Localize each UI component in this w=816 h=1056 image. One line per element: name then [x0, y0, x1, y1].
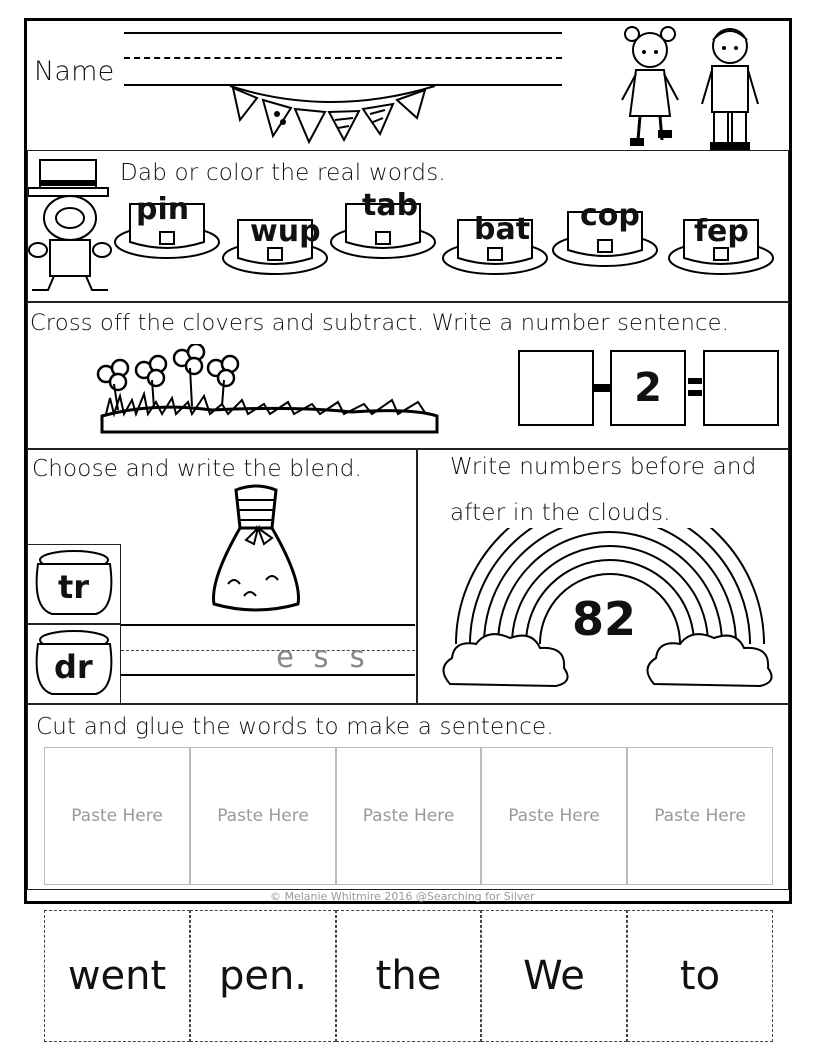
word-label: pin: [136, 192, 190, 227]
paste-box[interactable]: Paste Here: [190, 747, 336, 885]
cut-word-card[interactable]: the: [336, 910, 481, 1042]
word-label: cop: [580, 198, 640, 233]
sentence-instruction: Cut and glue the words to make a sentence.: [36, 714, 554, 740]
traced-letters: ess: [276, 640, 385, 675]
name-label: Name: [34, 56, 115, 87]
clovers-grass-illustration: [92, 344, 444, 440]
leprechaun-illustration: [28, 158, 118, 298]
given-number: 2: [634, 365, 662, 411]
equals-sign-top: [688, 378, 702, 384]
girl-illustration: [612, 20, 687, 152]
number-box-2: [610, 350, 686, 426]
cloud-before[interactable]: [436, 628, 576, 692]
boy-illustration: [696, 18, 766, 152]
bunting-banner: [225, 78, 440, 148]
word-label: fep: [694, 214, 749, 249]
cut-word-card[interactable]: pen.: [190, 910, 336, 1042]
cut-word-card[interactable]: went: [44, 910, 190, 1042]
word-label: wup: [250, 214, 321, 249]
paste-box[interactable]: Paste Here: [481, 747, 627, 885]
paste-box[interactable]: Paste Here: [44, 747, 190, 885]
real-words-instruction: Dab or color the real words.: [120, 160, 446, 186]
answer-box[interactable]: [703, 350, 779, 426]
copyright-footer: © Melanie Whitmire 2016 @Searching for Silver: [270, 890, 535, 903]
word-label: tab: [362, 188, 419, 223]
equals-sign-bottom: [688, 390, 702, 396]
numbers-instruction-line2: after in the clouds.: [450, 500, 671, 526]
cut-word-card[interactable]: We: [481, 910, 627, 1042]
center-number: 82: [572, 592, 637, 646]
number-box-1[interactable]: [518, 350, 594, 426]
blend-label-dr: dr: [54, 648, 93, 686]
dress-illustration: [208, 484, 304, 614]
paste-box[interactable]: Paste Here: [336, 747, 481, 885]
numbers-instruction-line1: Write numbers before and: [450, 454, 757, 480]
cloud-after[interactable]: [640, 628, 780, 692]
blend-label-tr: tr: [58, 568, 90, 606]
cut-word-card[interactable]: to: [627, 910, 773, 1042]
minus-sign: [594, 384, 610, 392]
paste-box[interactable]: Paste Here: [627, 747, 773, 885]
subtract-instruction: Cross off the clovers and subtract. Write a number sentence.: [30, 310, 730, 336]
word-label: bat: [474, 212, 531, 247]
blend-instruction: Choose and write the blend.: [32, 456, 363, 482]
